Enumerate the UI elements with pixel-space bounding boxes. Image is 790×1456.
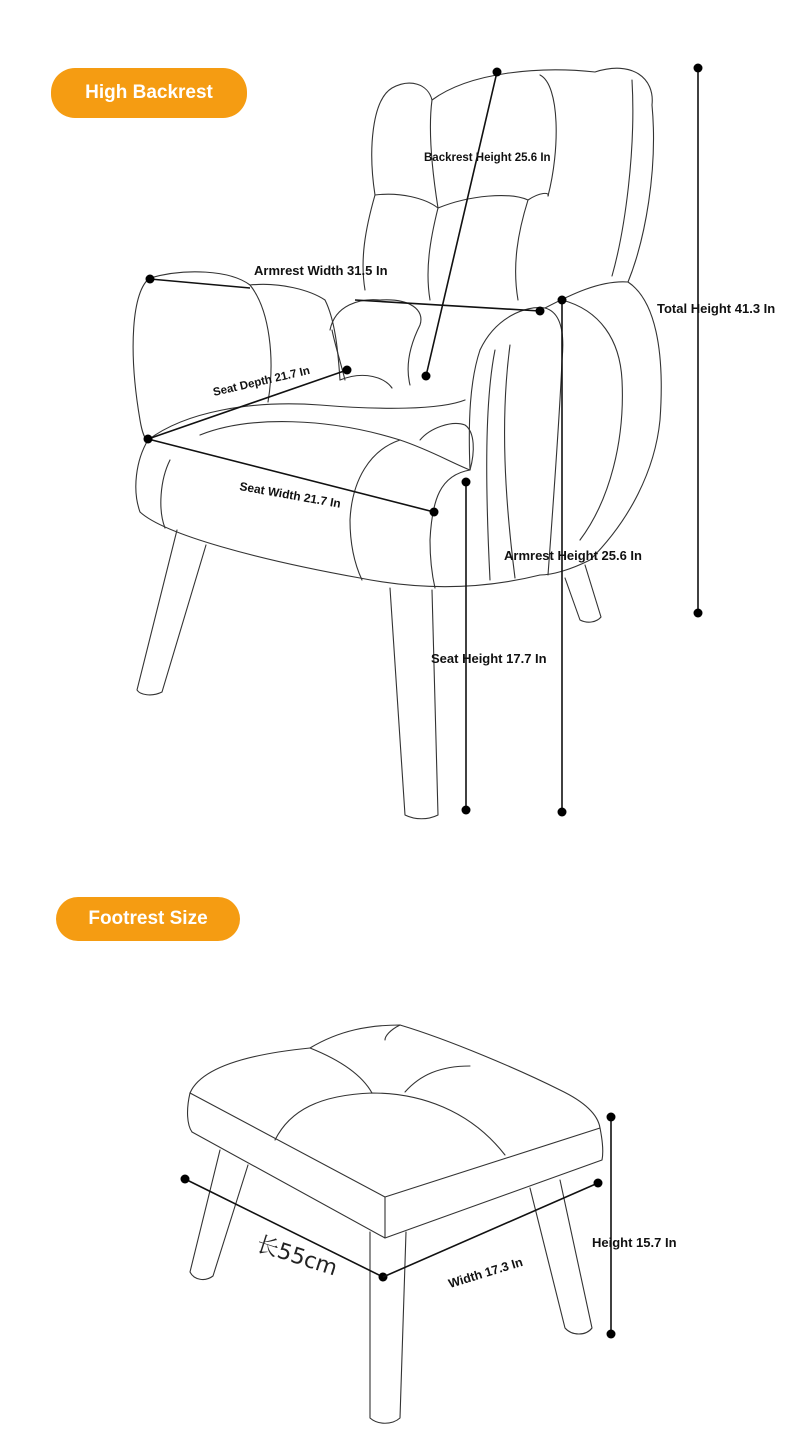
seat-height-label: Seat Height 17.7 In — [431, 651, 547, 666]
armrest-width-label: Armrest Width 31.5 In — [254, 263, 388, 278]
armrest-width-dimension — [146, 275, 545, 316]
seat-width-dimension — [144, 435, 439, 517]
total-height-label: Total Height 41.3 In — [657, 301, 776, 316]
seat-depth-label: Seat Depth 21.7 In — [211, 364, 312, 399]
chair-drawing — [133, 68, 661, 819]
footrest-height-label: Height 15.7 In — [592, 1235, 677, 1250]
footrest-height-dimension — [607, 1113, 616, 1339]
seat-depth-dimension — [148, 366, 352, 440]
section-label-high-backrest: High Backrest — [51, 68, 247, 118]
footrest-dimensions — [181, 1113, 616, 1339]
backrest-height-label: Backrest Height 25.6 In — [424, 152, 551, 164]
footrest-width-dimension — [383, 1179, 603, 1278]
footrest-drawing — [188, 1025, 603, 1423]
footrest-width-label: Width 17.3 In — [446, 1254, 525, 1291]
total-height-dimension — [694, 64, 703, 618]
seat-width-label: Seat Width 21.7 In — [238, 479, 342, 511]
section-label-footrest-size: Footrest Size — [56, 897, 240, 941]
armrest-height-label: Armrest Height 25.6 In — [504, 548, 642, 563]
footrest-length-label: 长55cm — [253, 1231, 341, 1282]
seat-height-dimension — [462, 478, 471, 815]
